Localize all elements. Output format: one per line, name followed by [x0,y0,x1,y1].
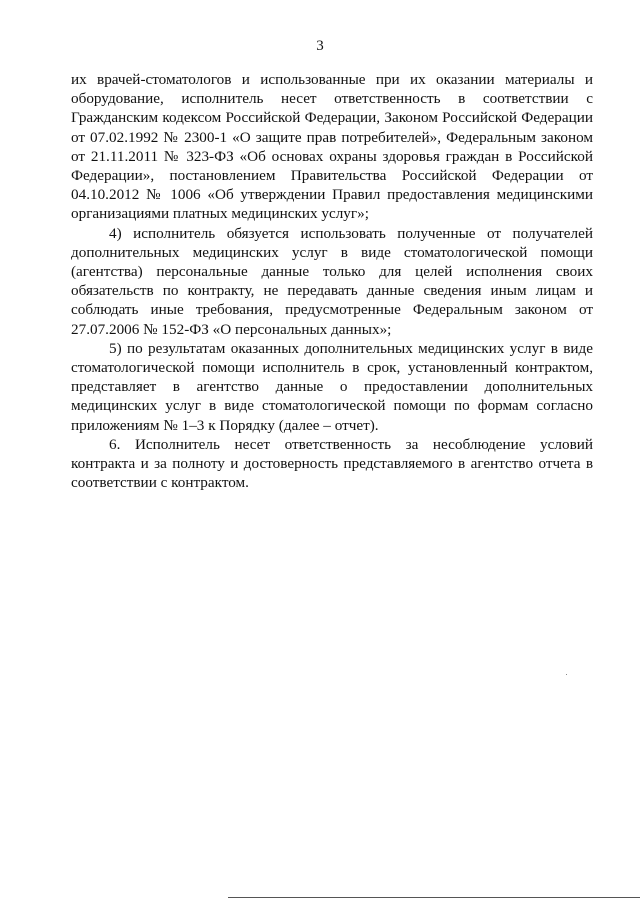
footer-rule [228,897,640,898]
paragraph-item-5: 5) по результатам оказанных дополнительных медицинских услуг в виде стоматологической помощи исполнитель в срок, установленный контрактом, представляет в агентство данные о предоставлении дополнительных медицинских услуг в виде стоматологической помощи по формам согласно приложениям № 1–3 к Порядку (далее – отчет). [71,339,593,434]
paragraph-item-6: 6. Исполнитель несет ответственность за несоблюдение условий контракта и за полноту и достоверность представляемого в агентство отчета в соответствии с контрактом. [71,435,593,492]
page-number: 3 [316,38,324,54]
paragraph-continuation: их врачей-стоматологов и использованные при их оказании материалы и оборудование, исполнитель несет ответственность в соответствии с Гражданским кодексом Российской Федерации, Законом Российской Федерации от 07.02.1992 № 2300-1 «О защите прав потребителей», Федеральным законом от 21.11.2011 № 323-ФЗ «Об основах охраны здоровья граждан в Российской Федерации», постановлением Правительства Российской Федерации от 04.10.2012 № 1006 «Об утверждении Правил предоставления медицинскими организациями платных медицинских услуг»; [71,71,593,223]
scan-dot [566,674,567,675]
document-body [71,70,593,492]
paragraph-item-4: 4) исполнитель обязуется использовать полученные от получателей дополнительных медицинских услуг в виде стоматологической помощи (агентства) персональные данные только для целей исполнения своих обязательств по контракту, не передавать данные сведения иным лицам и соблюдать иные требования, предусмотренные Федеральным законом от 27.07.2006 № 152-ФЗ «О персональных данных»; [71,224,593,338]
